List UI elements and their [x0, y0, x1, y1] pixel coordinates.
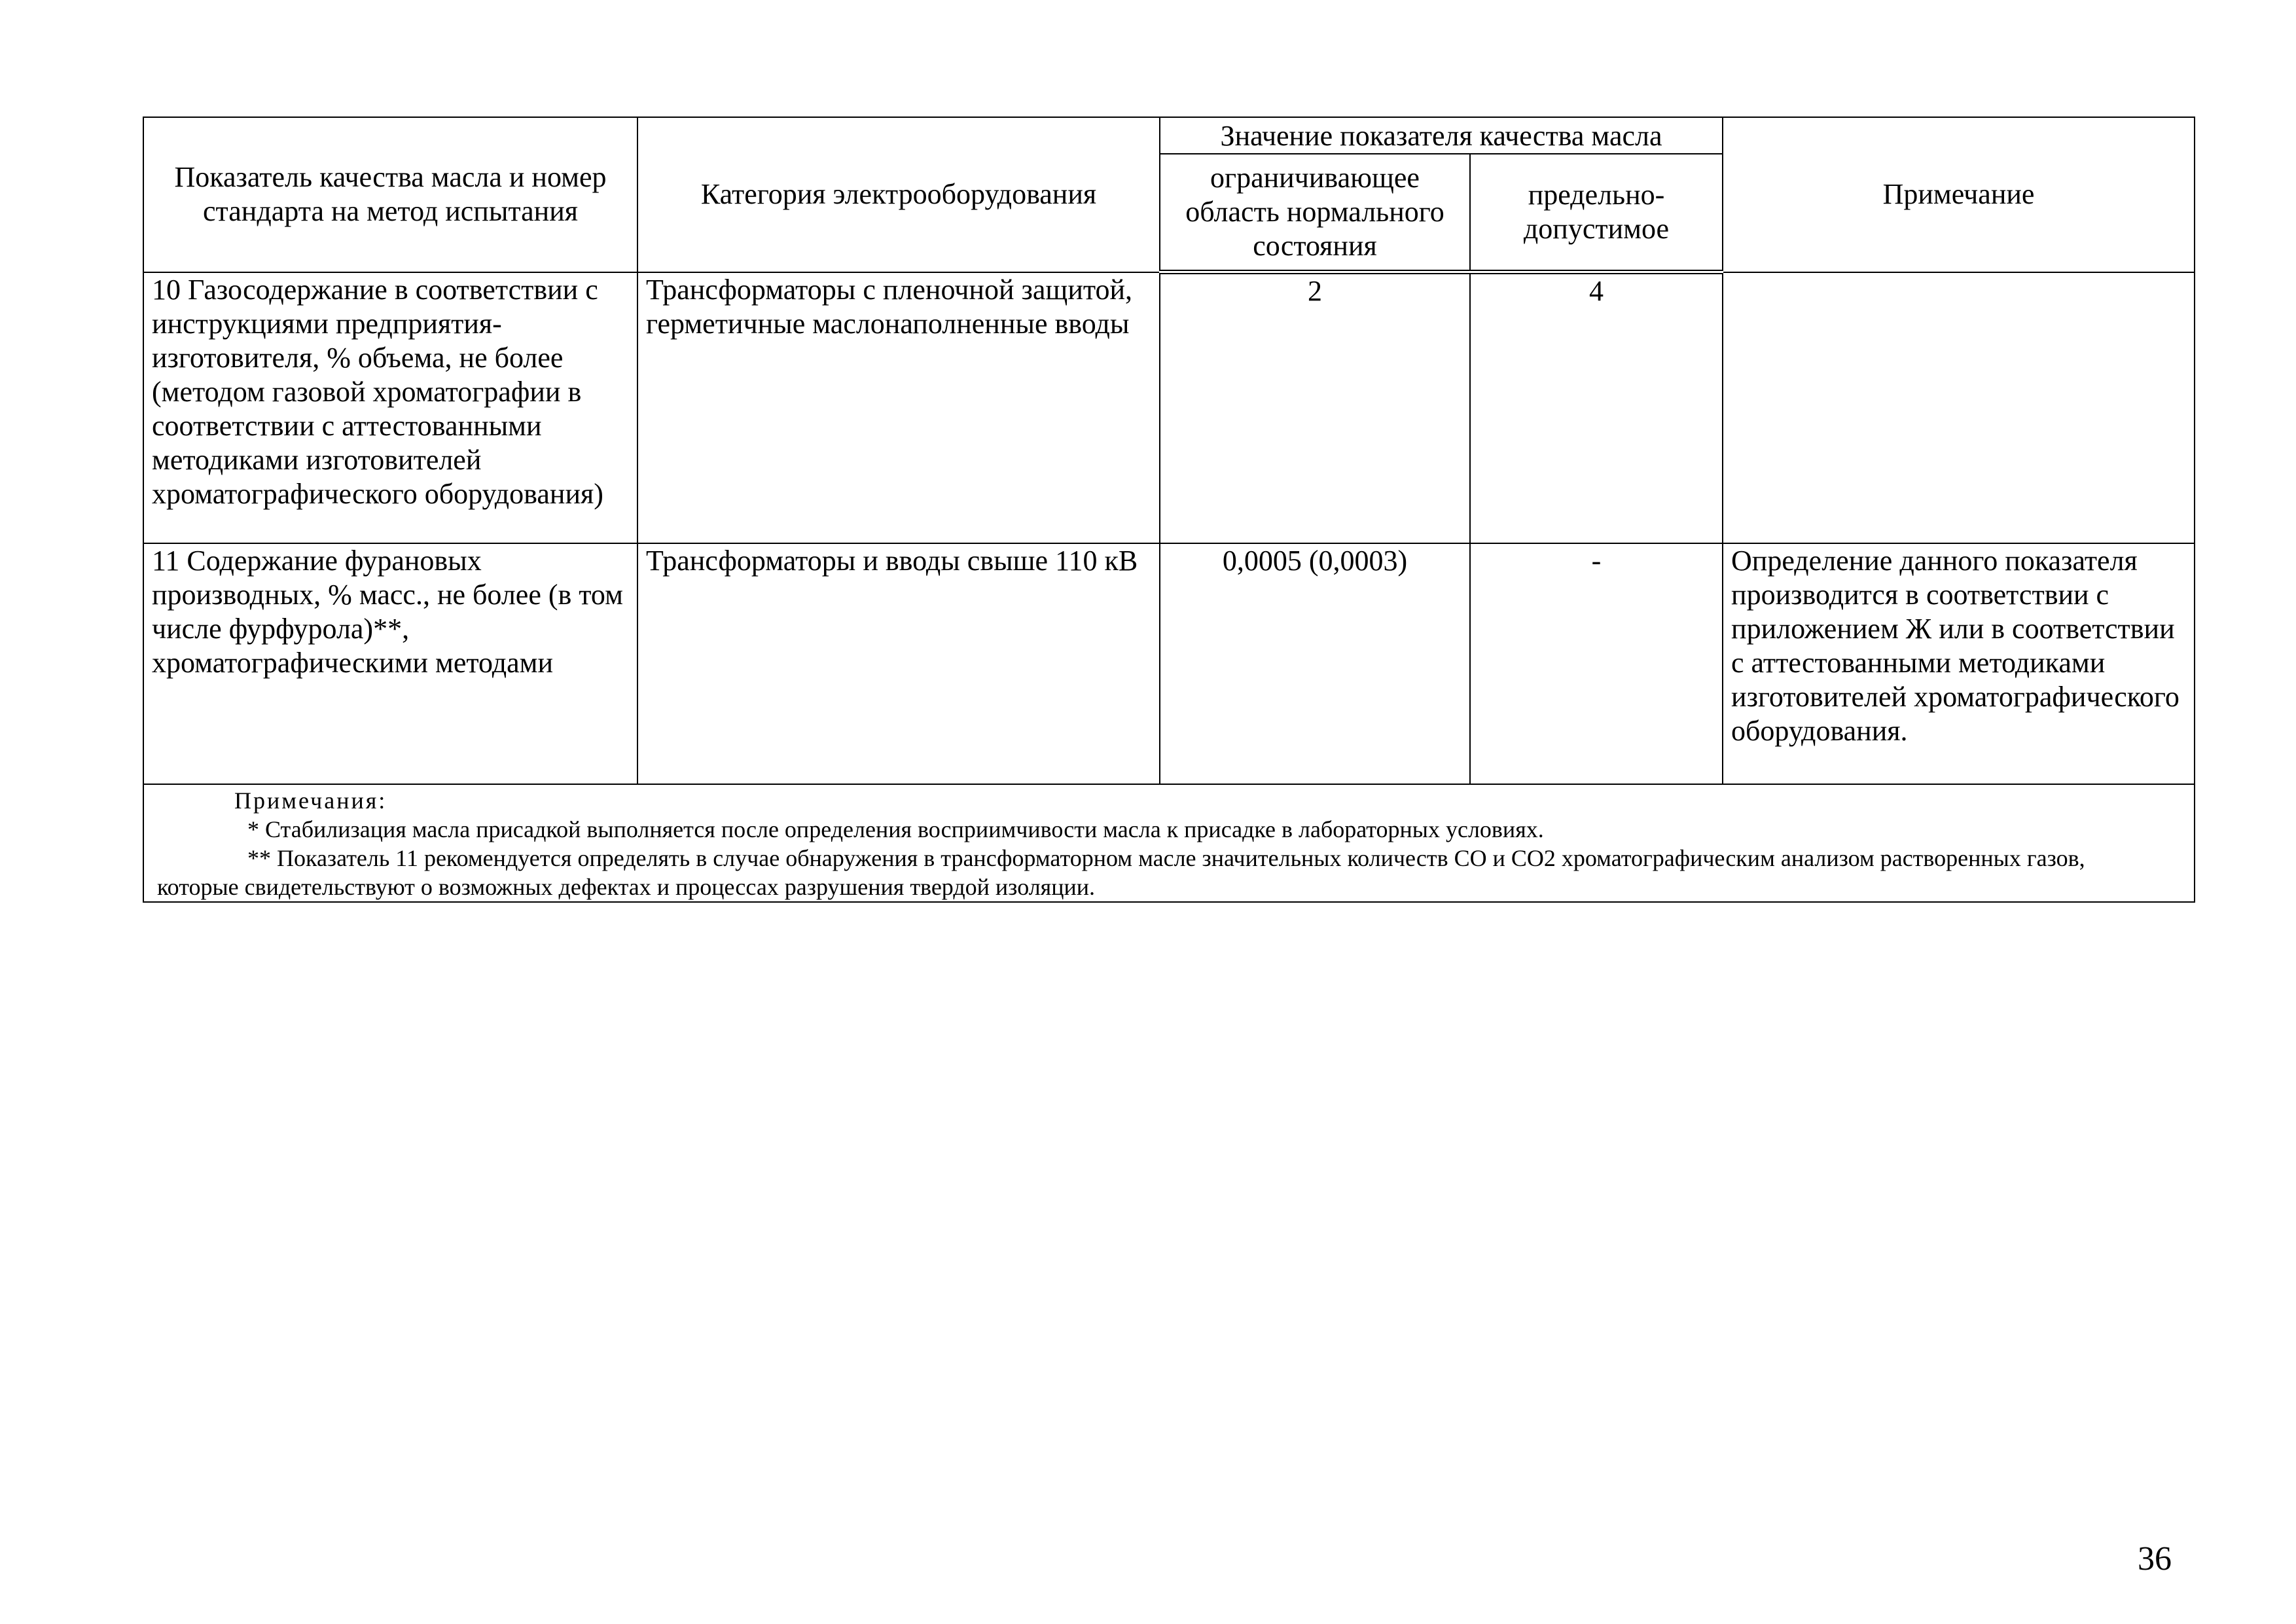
- value-normal-cell: 2: [1160, 272, 1470, 543]
- category-cell: Трансформаторы и вводы свыше 110 кВ: [637, 543, 1160, 784]
- indicator-cell: 11 Содержание фурановых производных, % масс., не более (в том числе фурфурола)**, хроматографическими методами: [143, 543, 637, 784]
- indicator-cell: 10 Газосодержание в соответствии с инструкциями предприятия-изготовителя, % объема, не более (методом газовой хроматографии в соответствии с аттестованными методиками изготовителей хроматографического оборудования): [143, 272, 637, 543]
- header-indicator: Показатель качества масла и номер стандарта на метод испытания: [143, 117, 637, 272]
- value-limit-cell: -: [1470, 543, 1723, 784]
- note-cell: Определение данного показателя производится в соответствии с приложением Ж или в соответствии с аттестованными методиками изготовителей хроматографического оборудования.: [1723, 543, 2195, 784]
- notes-row: [143, 784, 2195, 902]
- table-row: [143, 272, 2195, 543]
- category-cell: Трансформаторы с пленочной защитой, герметичные маслонаполненные вводы: [637, 272, 1160, 543]
- header-value-limit: предельно-допустимое: [1470, 154, 1723, 272]
- note-item: ** Показатель 11 рекомендуется определять в случае обнаружения в трансформаторном масле значительных количеств СО и СО2 хроматографическим анализом растворенных газов, которые свидетельствуют о возможных дефектах и процессах разрушения твердой изоляции.: [157, 844, 2085, 900]
- header-row-1: [143, 117, 2195, 154]
- notes-title: Примечания:: [234, 787, 387, 814]
- note-cell: [1723, 272, 2195, 543]
- header-value-normal: ограничивающее область нормального состояния: [1160, 154, 1470, 272]
- page-number: 36: [2138, 1540, 2172, 1578]
- header-value-group: Значение показателя качества масла: [1160, 117, 1723, 154]
- header-category: Категория электрооборудования: [637, 117, 1160, 272]
- table-row: [143, 543, 2195, 784]
- quality-indicators-table: [143, 117, 2195, 903]
- note-item: * Стабилизация масла присадкой выполняется после определения восприимчивости масла к присадке в лабораторных условиях.: [247, 816, 1544, 842]
- value-normal-cell: 0,0005 (0,0003): [1160, 543, 1470, 784]
- notes-section: [143, 784, 2195, 902]
- header-note: Примечание: [1723, 117, 2195, 272]
- value-limit-cell: 4: [1470, 272, 1723, 543]
